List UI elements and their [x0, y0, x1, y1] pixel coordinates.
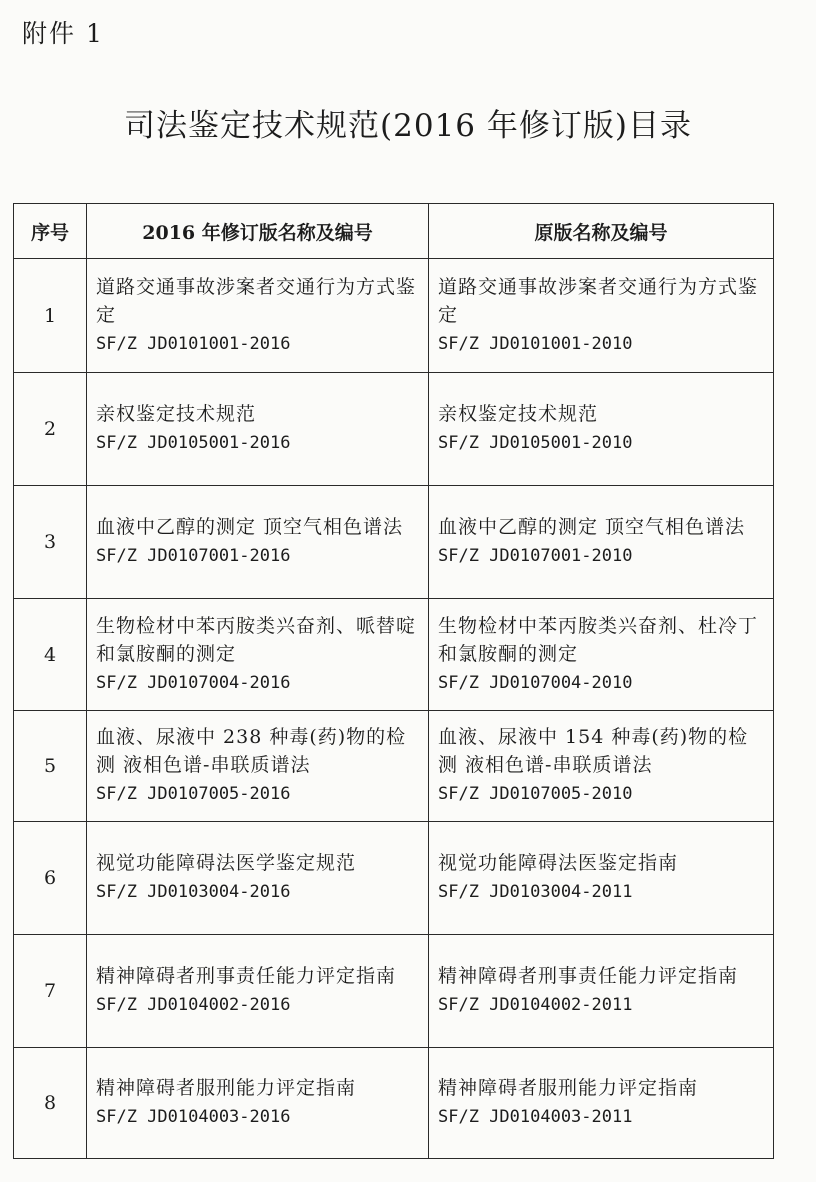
original-code: SF/Z JD0105001-2010 [438, 433, 633, 453]
table-header-row [14, 204, 774, 259]
table-row [14, 935, 774, 1048]
original-cell [429, 1048, 774, 1159]
document-title: 司法鉴定技术规范(2016 年修订版)目录 [124, 108, 692, 144]
revised-name: 生物检材中苯丙胺类兴奋剂、哌替啶和氯胺酮的测定 [96, 614, 417, 665]
revised-name: 血液中乙醇的测定 顶空气相色谱法 [96, 516, 404, 538]
catalog-table [13, 203, 774, 1159]
revised-name: 血液、尿液中 238 种毒(药)物的检测 液相色谱-串联质谱法 [96, 726, 407, 776]
revised-name: 精神障碍者服刑能力评定指南 [96, 1077, 357, 1099]
revised-cell [87, 373, 429, 486]
row-index: 4 [14, 599, 87, 711]
original-cell [429, 822, 774, 935]
revised-code: SF/Z JD0105001-2016 [96, 433, 291, 453]
original-name: 精神障碍者服刑能力评定指南 [438, 1077, 699, 1099]
original-code: SF/Z JD0101001-2010 [438, 333, 633, 354]
table-row [14, 822, 774, 935]
revised-code: SF/Z JD0107004-2016 [96, 672, 291, 693]
revised-code: SF/Z JD0107001-2016 [96, 546, 291, 566]
revised-code: SF/Z JD0104003-2016 [96, 1107, 291, 1127]
original-code: SF/Z JD0104003-2011 [438, 1107, 633, 1127]
row-index: 2 [14, 373, 87, 486]
row-index: 3 [14, 486, 87, 599]
original-name: 亲权鉴定技术规范 [438, 403, 599, 425]
original-cell [429, 711, 774, 822]
revised-code: SF/Z JD0103004-2016 [96, 882, 291, 902]
revised-cell [87, 1048, 429, 1159]
revised-name: 视觉功能障碍法医学鉴定规范 [96, 852, 357, 874]
revised-code: SF/Z JD0101001-2016 [96, 333, 291, 354]
original-cell [429, 599, 774, 711]
row-index: 6 [14, 822, 87, 935]
row-index: 5 [14, 711, 87, 822]
original-code: SF/Z JD0104002-2011 [438, 995, 633, 1015]
annex-label: 附件 1 [22, 19, 104, 48]
revised-name: 道路交通事故涉案者交通行为方式鉴定 [96, 275, 417, 326]
revised-code: SF/Z JD0107005-2016 [96, 784, 291, 804]
revised-cell [87, 711, 429, 822]
original-name: 精神障碍者刑事责任能力评定指南 [438, 965, 739, 987]
row-index: 1 [14, 259, 87, 373]
row-index: 8 [14, 1048, 87, 1159]
header-revised: 2016 年修订版名称及编号 [87, 204, 429, 259]
original-code: SF/Z JD0107004-2010 [438, 672, 633, 693]
revised-cell [87, 822, 429, 935]
original-code: SF/Z JD0103004-2011 [438, 882, 633, 902]
original-cell [429, 373, 774, 486]
original-cell [429, 935, 774, 1048]
original-cell [429, 486, 774, 599]
original-name: 血液、尿液中 154 种毒(药)物的检测 液相色谱-串联质谱法 [438, 726, 749, 776]
table-row [14, 259, 774, 373]
revised-code: SF/Z JD0104002-2016 [96, 995, 291, 1015]
revised-cell [87, 935, 429, 1048]
revised-cell [87, 486, 429, 599]
original-name: 视觉功能障碍法医鉴定指南 [438, 852, 679, 874]
original-code: SF/Z JD0107005-2010 [438, 784, 633, 804]
table-row [14, 373, 774, 486]
row-index: 7 [14, 935, 87, 1048]
original-cell [429, 259, 774, 373]
original-code: SF/Z JD0107001-2010 [438, 546, 633, 566]
header-original: 原版名称及编号 [429, 204, 774, 259]
header-index: 序号 [14, 204, 87, 259]
table-row [14, 599, 774, 711]
original-name: 生物检材中苯丙胺类兴奋剂、杜冷丁和氯胺酮的测定 [438, 614, 759, 665]
original-name: 道路交通事故涉案者交通行为方式鉴定 [438, 275, 759, 326]
table-row [14, 486, 774, 599]
revised-name: 精神障碍者刑事责任能力评定指南 [96, 965, 397, 987]
revised-cell [87, 599, 429, 711]
original-name: 血液中乙醇的测定 顶空气相色谱法 [438, 516, 746, 538]
revised-name: 亲权鉴定技术规范 [96, 403, 257, 425]
table-row [14, 1048, 774, 1159]
table-row [14, 711, 774, 822]
revised-cell [87, 259, 429, 373]
